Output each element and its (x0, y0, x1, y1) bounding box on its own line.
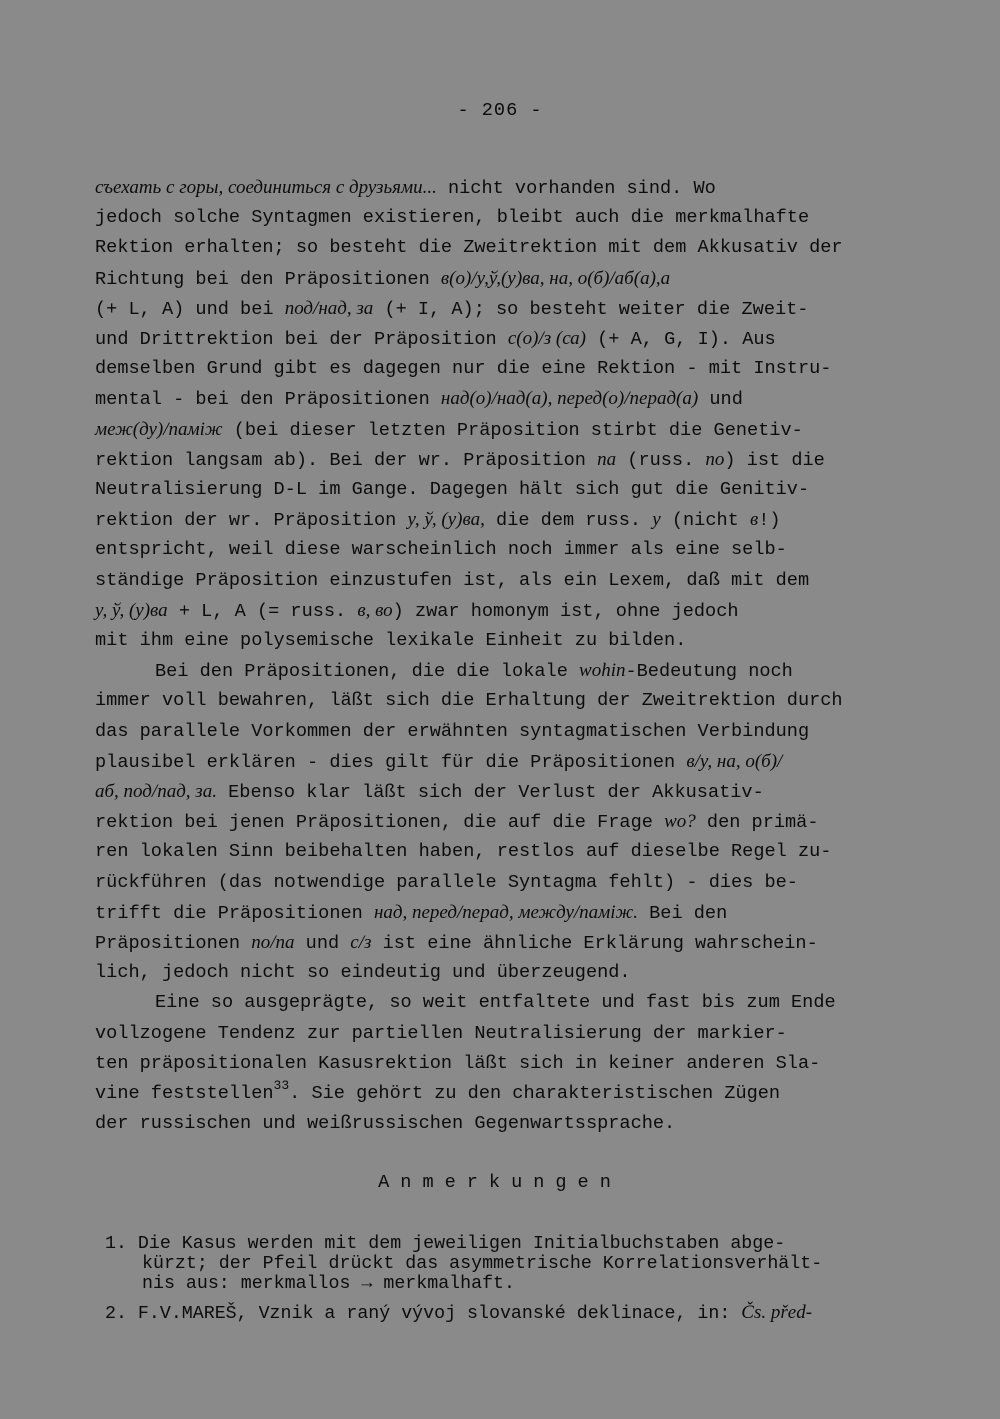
text-run: (+ L, A) und bei (95, 298, 285, 320)
text-line (95, 751, 905, 773)
text-run: plausibel erklären - dies gilt für die Präpositionen (95, 751, 687, 773)
text-line (95, 841, 905, 863)
text-line (95, 358, 905, 380)
text-run: kürzt; der Pfeil drückt das asymmetrische Korrelationsverhält- (142, 1254, 823, 1274)
text-run: und Drittrektion bei der Präposition (95, 329, 508, 350)
italic-text: над(о)/над(а), перед(о)/перад(а) (440, 388, 699, 410)
text-line (95, 630, 905, 652)
italic-text: над, перед/перад, между/памiж. (373, 901, 638, 923)
italic-text: под/над, за (284, 297, 374, 319)
text-run: vollzogene Tendenz zur partiellen Neutralisierung der markier- (95, 1022, 787, 1044)
text-line (95, 811, 905, 833)
text-line (95, 388, 905, 410)
text-run: Neutralisierung D-L im Gange. Dagegen hält sich gut die Genitiv- (95, 479, 810, 500)
italic-text: с(о)/з (са) (507, 328, 586, 349)
text-run: ) ist die (724, 449, 825, 471)
text-line (95, 1078, 905, 1105)
italic-text: съехать с горы, соединиться с друзьями... (95, 177, 437, 198)
text-line (95, 1113, 905, 1135)
text-run: (+ I, A); so besteht weiter die Zweit- (373, 298, 809, 320)
italic-text: в/у, на, о(б)/ (686, 750, 783, 772)
text-run: entspricht, weil diese warscheinlich noch immer als eine selb- (95, 539, 787, 561)
text-run: + L, A (= russ. (167, 600, 358, 622)
text-run: immer voll bewahren, läßt sich die Erhaltung der Zweitrektion durch (95, 690, 843, 712)
text-run: ten präpositionalen Kasusrektion läßt sich in keiner anderen Sla- (95, 1052, 821, 1074)
italic-text: в (749, 509, 759, 531)
italic-text: с/з (350, 932, 372, 953)
text-run: (+ A, G, I). Aus (585, 329, 776, 350)
footnote-line (105, 1234, 915, 1254)
text-line (95, 902, 905, 924)
text-run: lich, jedoch nicht so eindeutig und überzeugend. (95, 962, 631, 984)
italic-text: в, во (357, 599, 393, 621)
text-run: . Sie gehört zu den charakteristischen Zügen (289, 1083, 781, 1104)
italic-text: в(о)/у,ў,(у)ва, на, о(б)/аб(а),а (440, 267, 671, 289)
italic-text: wohin (579, 660, 626, 682)
text-run: vine feststellen (95, 1083, 274, 1104)
text-line (95, 237, 905, 259)
text-run: nis aus: merkmallos → merkmalhaft. (142, 1274, 515, 1294)
text-line (95, 872, 905, 894)
text-line (95, 419, 905, 441)
text-run: Bei den Präpositionen, die die lokale (155, 661, 580, 683)
footnote-line (105, 1303, 915, 1324)
text-run: ständige Präposition einzustufen ist, als ein Lexem, daß mit dem (95, 569, 810, 591)
text-run: den primä- (695, 812, 819, 834)
text-line (95, 449, 905, 471)
italic-text: у (652, 509, 661, 531)
text-run: ist eine ähnliche Erklärung wahrschein- (371, 933, 818, 954)
page-number: - 206 - (457, 100, 543, 121)
text-run: trifft die Präpositionen (95, 902, 374, 924)
italic-text: по/па (251, 932, 295, 953)
text-run: rektion bei jenen Präpositionen, die auf die Frage (95, 812, 665, 834)
text-run: (russ. (616, 449, 706, 471)
text-line (95, 539, 905, 561)
text-line (95, 570, 905, 592)
text-line (95, 781, 905, 803)
text-run: !) (758, 510, 781, 532)
text-run: Eine so ausgeprägte, so weit entfaltete und fast bis zum Ende (155, 992, 836, 1014)
text-run: rückführen (das notwendige parallele Syntagma fehlt) - dies be- (95, 871, 798, 893)
text-run: Richtung bei den Präpositionen (95, 268, 441, 290)
text-run: Präpositionen (95, 933, 252, 954)
text-run: ) zwar homonym ist, ohne jedoch (392, 600, 739, 622)
text-run: (bei dieser letzten Präposition stirbt die Genetiv- (222, 419, 803, 441)
italic-text: Čs. před- (741, 1302, 813, 1323)
text-line (95, 328, 905, 350)
text-run: rektion langsam ab). Bei der wr. Präposition (95, 449, 598, 471)
text-run: mental - bei den Präpositionen (95, 389, 441, 411)
text-run: mit ihm eine polysemische lexikale Einheit zu bilden. (95, 630, 687, 651)
text-run: nicht vorhanden sind. Wo (436, 178, 716, 199)
notes-heading: Anmerkungen (378, 1172, 622, 1193)
italic-text: меж(ду)/памiж (95, 418, 223, 440)
text-line (95, 479, 905, 501)
footnote-line (142, 1254, 912, 1274)
text-line (95, 177, 905, 199)
text-line (95, 207, 905, 229)
text-run: demselben Grund gibt es dagegen nur die eine Rektion - mit Instru- (95, 358, 832, 380)
text-run: und (698, 389, 743, 411)
text-line (95, 962, 905, 984)
text-run: das parallele Vorkommen der erwähnten syntagmatischen Verbindung (95, 720, 810, 742)
footnote-reference: 33 (273, 1078, 290, 1093)
footnote-line (142, 1274, 912, 1294)
italic-text: па (597, 448, 617, 470)
text-run: und (294, 933, 351, 954)
text-run: die dem russ. (484, 510, 653, 532)
text-line (95, 268, 905, 290)
italic-text: по (705, 448, 725, 470)
text-run: ren lokalen Sinn beibehalten haben, restlos auf dieselbe Regel zu- (95, 841, 832, 863)
italic-text: у, ў, (у)ва, (407, 509, 485, 531)
text-run: 1. Die Kasus werden mit dem jeweiligen Initialbuchstaben abge- (105, 1234, 786, 1254)
text-line (95, 690, 905, 712)
text-run: der russischen und weißrussischen Gegenwartssprache. (95, 1113, 676, 1135)
text-run: -Bedeutung noch (625, 661, 793, 683)
text-line (95, 932, 905, 954)
italic-text: wo? (664, 811, 696, 833)
text-line (95, 1023, 905, 1045)
text-line (95, 509, 905, 531)
text-line (95, 298, 905, 320)
text-line (95, 1053, 905, 1075)
italic-text: аб, под/пад, за. (95, 781, 217, 802)
text-run: rektion der wr. Präposition (95, 510, 408, 532)
text-run: Bei den (637, 902, 728, 924)
text-line (155, 992, 905, 1014)
italic-text: у, ў, (у)ва (95, 599, 168, 621)
text-line (95, 600, 905, 622)
text-run: 2. F.V.MAREŠ, Vznik a raný vývoj slovanské deklinace, in: (105, 1304, 742, 1324)
text-line (95, 721, 905, 743)
text-run: jedoch solche Syntagmen existieren, bleibt auch die merkmalhafte (95, 207, 810, 229)
text-run: (nicht (660, 510, 750, 532)
text-line (155, 660, 905, 682)
text-run: Rektion erhalten; so besteht die Zweitrektion mit dem Akkusativ der (95, 237, 843, 259)
text-run: Ebenso klar läßt sich der Verlust der Akkusativ- (216, 782, 764, 803)
